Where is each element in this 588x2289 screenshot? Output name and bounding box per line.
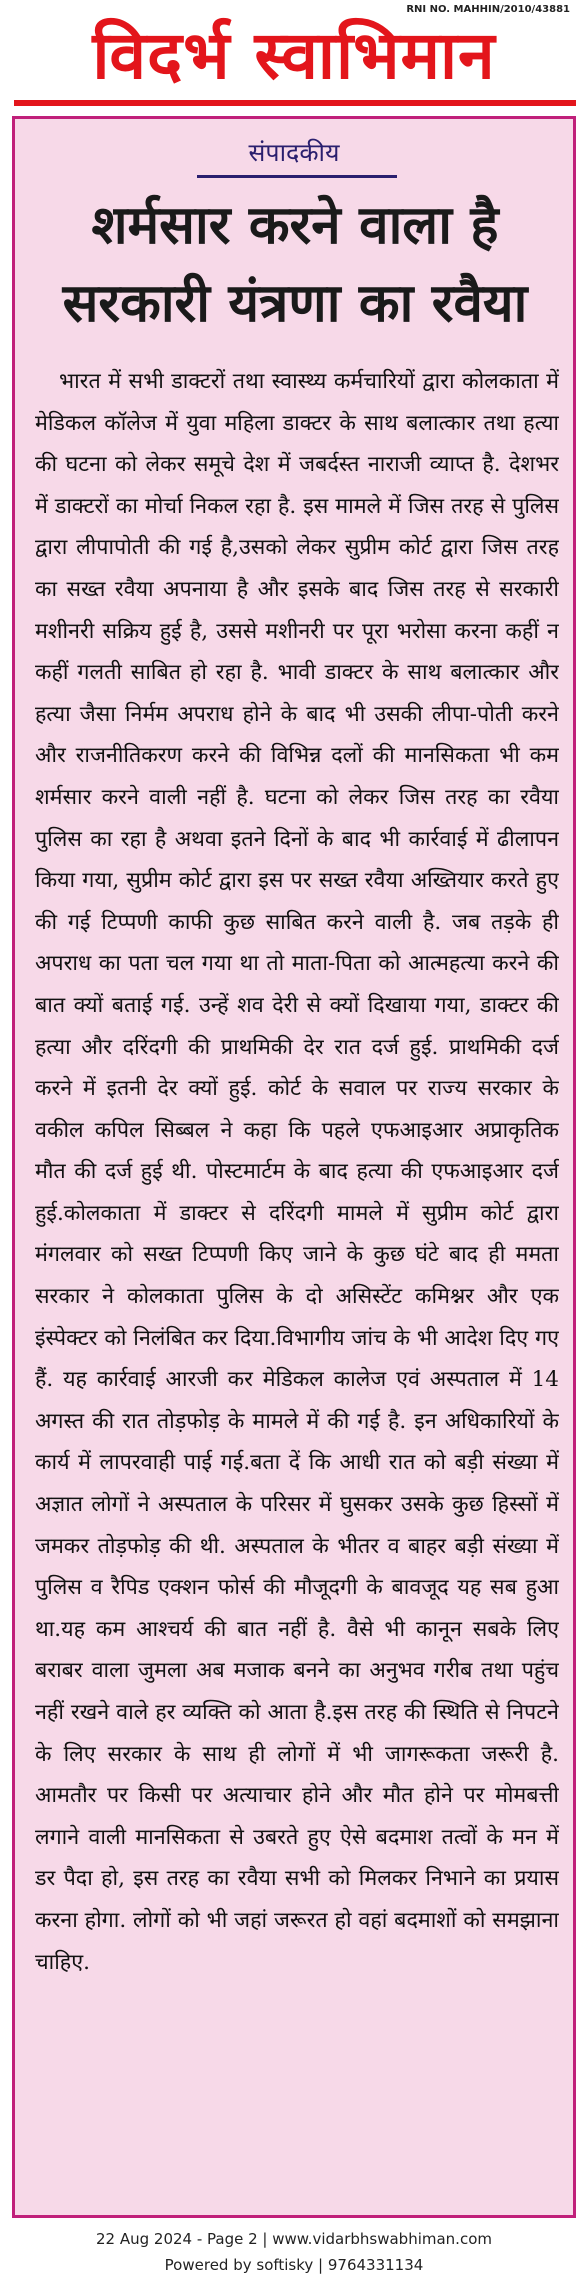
article-body: भारत में सभी डाक्टरों तथा स्वास्थ्य कर्मचारियों द्वारा कोलकाता में मेडिकल कॉलेज में युवा महिला डाक्टर के साथ बलात्कार तथा हत्या की घटना को लेकर समूचे देश में जबर्दस्त नाराजी व्याप्त है. देशभर में डाक्टरों का मोर्चा निकल रहा है. इस मामले में जिस तरह से पुलिस द्वारा लीपापोती की गई है,उसको लेकर सुप्रीम कोर्ट द्वारा जिस तरह का सख्त रवैया अपनाया है और इसके बाद जिस तरह से सरकारी मशीनरी सक्रिय हुई है, उससे मशीनरी पर पूरा भरोसा करना कहीं न कहीं गलती साबित हो रहा है. भावी डाक्टर के साथ बलात्कार और हत्या जैसा निर्मम अपराध होने के बाद भी उसकी लीपा-पोती करने और राजनीतिकरण करने की विभिन्न दलों की मानसिकता भी कम शर्मसार करने वाली नहीं है. घटना को लेकर जिस तरह का रवैया पुलिस का रहा है अथवा इतने दिनों के बाद भी कार्रवाई में ढीलापन किया गया, सुप्रीम कोर्ट द्वारा इस पर सख्त रवैया अख्तियार करते हुए की गई टिप्पणी काफी कुछ साबित करने वाली है. जब तड़के ही अपराध का पता चल गया था तो माता-पिता को आत्महत्या करने की बात क्यों बताई गई. उन्हें शव देरी से क्यों दिखाया गया, डाक्टर की हत्या और दरिंदगी की प्राथमिकी देर रात दर्ज हुई. प्राथमिकी दर्ज करने में इतनी देर क्यों हुई. कोर्ट के सवाल पर राज्य सरकार के वकील कपिल सिब्बल ने कहा कि पहले एफआइआर अप्राकृतिक मौत की दर्ज हुई थी. पोस्टमार्टम के बाद हत्या की एफआइआर दर्ज हुई.कोलकाता में डाक्टर से दरिंदगी मामले में सुप्रीम कोर्ट द्वारा मंगलवार को सख्त टिप्पणी किए जाने के कुछ घंटे बाद ही ममता सरकार ने कोलकाता पुलिस के दो असिस्टेंट कमिश्नर और एक इंस्पेक्टर को निलंबित कर दिया.विभागीय जांच के भी आदेश दिए गए हैं. यह कार्रवाई आरजी कर मेडिकल कालेज एवं अस्पताल में 14 अगस्त की रात तोड़फोड़ के मामले में की गई है. इन अधिकारियों के कार्य में लापरवाही पाई गई.बता दें कि आधी रात को बड़ी संख्या में अज्ञात लोगों ने अस्पताल के परिसर में घुसकर उसके कुछ हिस्सों में जमकर तोड़फोड़ की थी. अस्पताल के भीतर व बाहर बड़ी संख्या में पुलिस व रैपिड एक्शन फोर्स की मौजूदगी के बावजूद यह सब हुआ था.यह कम आश्चर्य की बात नहीं है. वैसे भी कानून सबके लिए बराबर वाला जुमला अब मजाक बनने का अनुभव गरीब तथा पहुंच नहीं रखने वाले हर व्यक्ति को आता है.इस तरह की स्थिति से निपटने के लिए सरकार के साथ ही लोगों में भी जागरूकता जरूरी है. आमतौर पर किसी पर अत्याचार होने और मौत होने पर मोमबत्ती लगाने वाली मानसिकता से उबरते हुए ऐसे बदमाश तत्वों के मन में डर पैदा हो, इस तरह का रवैया सभी को मिलकर निभाने का प्रयास करना होगा. लोगों को भी जहां जरूरत हो वहां बदमाशों को समझाना चाहिए. (35, 369, 559, 1975)
headline-line-2: सरकारी यंत्रणा का रवैया (62, 273, 528, 334)
masthead-underline (14, 100, 576, 106)
page-footer (0, 2226, 588, 2278)
headline-line-1: शर्मसार करने वाला है (91, 195, 499, 256)
footer-date-page-website: 22 Aug 2024 - Page 2 | www.vidarbhswabhiman.com (96, 2230, 492, 2248)
editorial-article (12, 116, 576, 2218)
section-label: संपादकीय (248, 138, 340, 167)
section-divider (197, 175, 397, 178)
masthead (0, 0, 588, 118)
footer-powered-by: Powered by softisky | 9764331134 (164, 2256, 424, 2274)
rni-number: RNI NO. MAHHIN/2010/43881 (406, 4, 570, 15)
newspaper-title: विदर्भ स्वाभिमान (92, 17, 496, 94)
